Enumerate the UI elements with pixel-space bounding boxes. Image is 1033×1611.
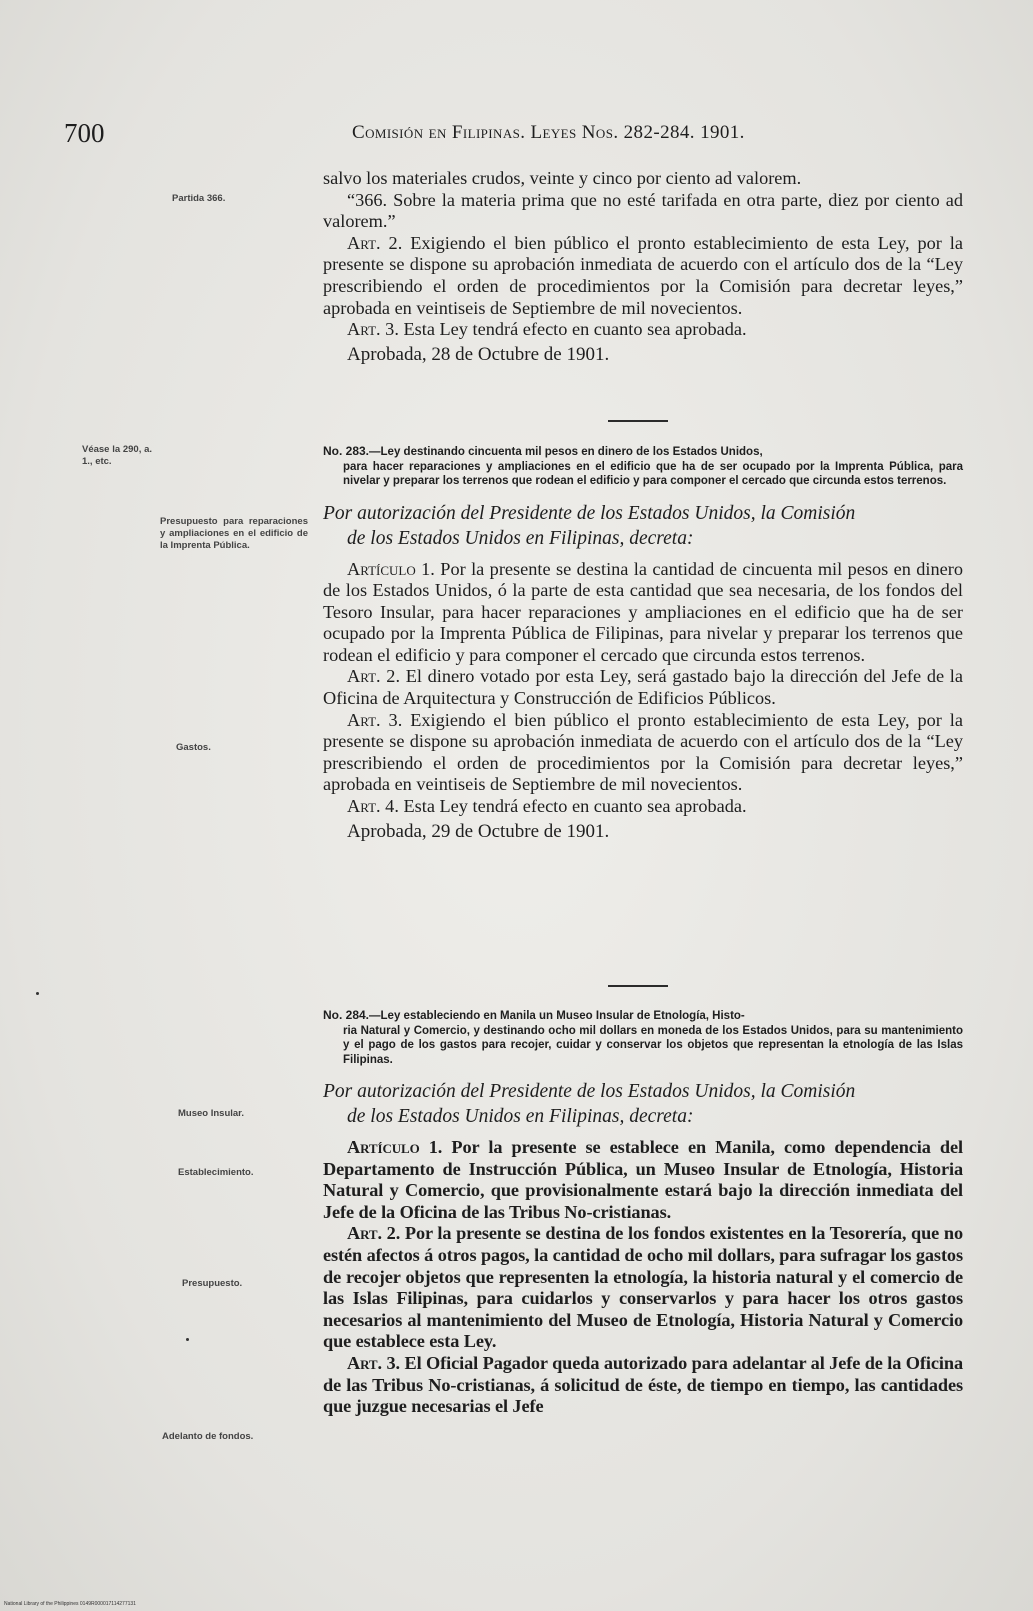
article-label: Art. 4.	[347, 796, 399, 817]
decree-line-2: de los Estados Unidos en Filipinas, decreta:	[347, 527, 694, 549]
article-text: Exigiendo el bien público el pronto establecimiento de esta Ley, por la presente se dispone su aprobación inmediata de acuerdo con el artículo dos de la “Ley prescribiendo el orden de procedimientos por la Comisión para decretar leyes,” aprobada en veintiseis de Septiembre de mil novecientos.	[323, 709, 963, 795]
decree-line-2: de los Estados Unidos en Filipinas, decreta:	[347, 1106, 694, 1127]
scan-credit: National Library of the Philippines 0149R000017114277131	[4, 1601, 136, 1607]
article-label: Art. 3.	[347, 1352, 400, 1373]
sidenote-presupuesto: Presupuesto.	[182, 1278, 243, 1289]
article-label: Art. 2.	[347, 1223, 401, 1244]
ley-283-art-4	[323, 796, 963, 818]
article-text: Por la presente se destina de los fondos existentes en la Tesorería, que no estén afectos á otros pagos, la cantidad de ocho mil dollars, para sufragar los gastos de recojer objetos que representen la etnología, la historia natural y el comercio de las Islas Filipinas, para cuidarlos y conservarlos y para hacer los otros gastos necesarios al mantenimiento del Museo de Etnología, Historia Natural y Comercio que establece esta Ley.	[323, 1223, 963, 1352]
ley-283-art-1	[323, 559, 963, 667]
article-text: Por la presente se establece en Manila, como dependencia del Departamento de Instrucción Pública, un Museo Insular de Etnología, Historia Natural y Comercio, que provisionalmente estará bajo la dirección inmediata del Jefe de la Oficina de las Tribus No-cristianas.	[323, 1137, 963, 1222]
ley-283-decree	[323, 501, 963, 551]
ley-283-art-3	[323, 710, 963, 796]
act-title-rest: para hacer reparaciones y ampliaciones en el edificio que ha de ser ocupado por la Imprenta Pública, para nivelar y preparar los terrenos que rodean el edificio y para componer el cercado que circunda estos terrenos.	[343, 460, 963, 487]
article-label: Art. 3.	[347, 319, 399, 340]
ley-284-section	[323, 1008, 963, 1418]
section-divider	[608, 420, 668, 422]
act-title-rest: ria Natural y Comercio, y destinando ocho mil dollars en moneda de los Estados Unidos, para su mantenimiento y el pago de los gastos para recojer, cuidar y conservar los objetos que representan la etnología de las Islas Filipinas.	[343, 1024, 963, 1066]
page-number: 700	[64, 118, 105, 148]
article-label: Art. 2.	[347, 666, 401, 687]
article-text: Por la presente se destina la cantidad de cincuenta mil pesos en dinero de los Estados Unidos, ó la parte de esta cantidad que sea necesaria, de los fondos del Tesoro Insular, para hacer reparaciones y ampliaciones en el edificio que ha de ser ocupado por la Imprenta Pública de Filipinas, para nivelar y preparar los terrenos que rodean el edificio y para componer el cercado que circunda estos terrenos.	[323, 558, 963, 665]
act-number: No. 284.	[323, 1008, 370, 1022]
sidenote-gastos: Gastos.	[176, 742, 211, 753]
decree-line-1: Por autorización del Presidente de los Estados Unidos, la Comisión	[323, 1081, 856, 1102]
ley-282-continuation: salvo los materiales crudos, veinte y cinco por ciento ad valorem.	[323, 168, 802, 188]
article-label: Artículo 1.	[347, 558, 435, 579]
ley-283-approved: Aprobada, 29 de Octubre de 1901.	[347, 820, 610, 842]
article-text: El dinero votado por esta Ley, será gastado bajo la dirección del Jefe de la Oficina de Arquitectura y Construcción de Edificios Públicos.	[323, 666, 963, 709]
article-text: El Oficial Pagador queda autorizado para adelantar al Jefe de la Oficina de las Tribus No-cristianas, á solicitud de éste, de tiempo en tiempo, las cantidades que juzgue necesarias el Jefe	[323, 1352, 963, 1417]
sidenote-presupuesto-imprenta: Presupuesto para reparaciones y ampliaciones en el edificio de la Imprenta Pública.	[160, 516, 308, 551]
article-text: Esta Ley tendrá efecto en cuanto sea aprobada.	[403, 319, 747, 340]
article-label: Artículo 1.	[347, 1137, 443, 1157]
ley-283-art-2	[323, 666, 963, 709]
article-label: Art. 3.	[347, 709, 403, 730]
ley-284-title	[323, 1008, 963, 1067]
sidenote-partida: Partida 366.	[172, 193, 226, 204]
ley-284-art-3	[323, 1353, 963, 1418]
ley-282-approved: Aprobada, 28 de Octubre de 1901.	[347, 343, 610, 365]
sidenote-establecimiento: Establecimiento.	[178, 1167, 254, 1178]
ley-282-art-3	[323, 319, 963, 341]
act-number: No. 283.	[323, 444, 370, 458]
article-text: Esta Ley tendrá efecto en cuanto sea aprobada.	[403, 796, 747, 817]
ley-283-section	[323, 444, 963, 843]
sidenote-adelanto: Adelanto de fondos.	[162, 1431, 254, 1442]
act-title-line1: —Ley estableciendo en Manila un Museo Insular de Etnología, Histo-	[369, 1010, 745, 1022]
decree-line-1: Por autorización del Presidente de los Estados Unidos, la Comisión	[323, 502, 856, 524]
running-head: Comisión en Filipinas. Leyes Nos. 282-284. 1901.	[352, 122, 745, 143]
ley-284-art-2	[323, 1223, 963, 1353]
scan-speck	[186, 1338, 189, 1341]
article-label: Art. 2.	[347, 232, 403, 253]
ley-283-title	[323, 444, 963, 489]
ley-282-section	[323, 168, 963, 366]
sidenote-museo: Museo Insular.	[178, 1108, 244, 1119]
ley-282-paragraph-366: “366. Sobre la materia prima que no esté tarifada en otra parte, diez por ciento ad valorem.”	[323, 189, 963, 232]
ley-284-art-1	[323, 1137, 963, 1223]
ley-284-decree	[323, 1079, 963, 1129]
sidenote-vease: Véase la 290, a. 1., etc.	[82, 444, 152, 467]
ley-282-art-2	[323, 233, 963, 319]
act-title-line1: —Ley destinando cincuenta mil pesos en dinero de los Estados Unidos,	[369, 446, 763, 458]
article-text: Exigiendo el bien público el pronto establecimiento de esta Ley, por la presente se dispone su aprobación inmediata de acuerdo con el artículo dos de la “Ley prescribiendo el orden de procedimientos por la Comisión para decretar leyes,” aprobada en veintiseis de Septiembre de mil novecientos.	[323, 232, 963, 318]
section-divider	[608, 985, 668, 987]
scan-speck	[36, 992, 39, 995]
